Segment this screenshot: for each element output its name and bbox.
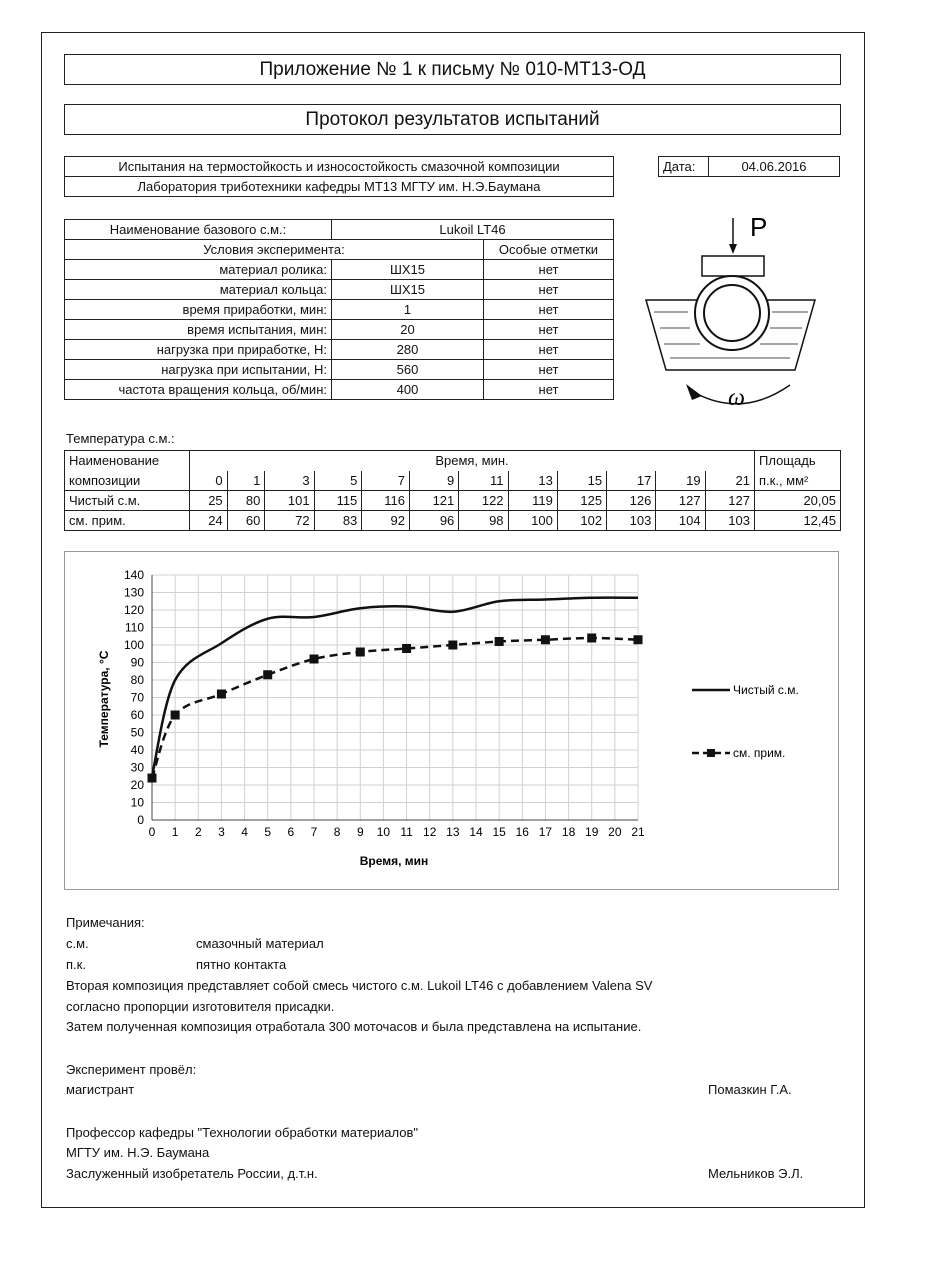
y-tick-label: 70 (130, 690, 144, 705)
x-tick-label: 16 (515, 825, 529, 839)
temperature-cell: 25 (190, 491, 228, 511)
y-tick-label: 60 (130, 708, 144, 722)
condition-label: материал ролика: (65, 260, 332, 280)
date-value: 04.06.2016 (709, 157, 840, 177)
x-tick-label: 8 (333, 825, 341, 839)
condition-value: 280 (332, 340, 484, 360)
temperature-cell: 100 (508, 511, 557, 531)
legend-marker-mix (707, 749, 715, 757)
x-tick-label: 17 (538, 825, 553, 839)
condition-value: 400 (332, 380, 484, 400)
condition-label: нагрузка при приработке, Н: (65, 340, 332, 360)
temperature-cell: 126 (607, 491, 656, 511)
base-value: Lukoil LT46 (332, 220, 614, 240)
temperature-cell: 122 (459, 491, 508, 511)
temperature-cell: 83 (314, 511, 362, 531)
y-tick-label: 40 (130, 743, 144, 757)
composition-name: Чистый с.м. (65, 491, 190, 511)
condition-note: нет (484, 340, 614, 360)
x-tick-label: 2 (194, 825, 202, 839)
series-marker-2 (495, 637, 504, 646)
laboratory-name: Лаборатория триботехники кафедры МТ13 МГТУ им. Н.Э.Баумана (65, 177, 614, 197)
time-cell: 11 (459, 471, 508, 491)
x-tick-label: 20 (608, 825, 622, 839)
x-tick-label: 12 (423, 825, 437, 839)
abbr-key: п.к. (66, 957, 86, 972)
y-tick-label: 100 (123, 638, 144, 652)
performer-role: магистрант (66, 1082, 135, 1097)
area-header-2: п.к., мм² (755, 471, 841, 491)
y-tick-label: 110 (124, 620, 144, 635)
time-cell: 5 (314, 471, 362, 491)
time-header: Время, мин. (190, 451, 755, 471)
abbr-key: с.м. (66, 936, 89, 951)
temperature-cell: 101 (265, 491, 314, 511)
x-tick-label: 3 (218, 825, 225, 839)
conditions-header: Условия эксперимента: (65, 240, 484, 260)
temperature-cell: 116 (362, 491, 410, 511)
condition-label: нагрузка при испытании, Н: (65, 360, 332, 380)
temperature-cell: 119 (508, 491, 557, 511)
professor-line: МГТУ им. Н.Э. Баумана (66, 1145, 210, 1160)
x-tick-label: 10 (376, 825, 391, 839)
load-arrow-head (729, 244, 737, 254)
y-axis-label: Температура, °С (97, 650, 111, 748)
y-tick-label: 10 (130, 795, 144, 810)
temperature-cell: 92 (362, 511, 410, 531)
condition-value: ШХ15 (332, 280, 484, 300)
time-cell: 9 (410, 471, 459, 491)
x-tick-label: 7 (310, 825, 318, 839)
base-label: Наименование базового с.м.: (65, 220, 332, 240)
time-cell: 19 (656, 471, 705, 491)
y-tick-label: 20 (130, 778, 144, 792)
area-cell: 20,05 (755, 491, 841, 511)
y-tick-label: 120 (123, 603, 144, 617)
time-cell: 7 (362, 471, 410, 491)
condition-note: нет (484, 380, 614, 400)
time-cell: 21 (705, 471, 754, 491)
series-marker-2 (587, 634, 596, 643)
x-tick-label: 9 (356, 825, 364, 839)
time-cell: 15 (557, 471, 606, 491)
series-marker-2 (217, 690, 226, 699)
ring-outer (695, 276, 769, 350)
series-marker-2 (448, 641, 457, 650)
abbr-value: смазочный материал (196, 936, 324, 951)
load-label: P (750, 212, 768, 242)
temperature-cell: 115 (314, 491, 362, 511)
x-tick-label: 1 (171, 825, 179, 839)
x-axis-label: Время, мин (359, 854, 429, 868)
rotation-arrow-head (686, 384, 702, 400)
area-cell: 12,45 (755, 511, 841, 531)
series-marker-2 (263, 670, 272, 679)
x-tick-label: 11 (400, 825, 413, 839)
x-tick-label: 21 (631, 825, 645, 839)
x-tick-label: 14 (469, 825, 483, 839)
conditions-table (64, 219, 614, 400)
omega-label: ω (728, 385, 745, 411)
abbr-value: пятно контакта (196, 957, 287, 972)
y-tick-label: 80 (130, 673, 144, 687)
temperature-cell: 125 (557, 491, 606, 511)
legend-label-mix: см. прим. (733, 746, 786, 760)
y-tick-label: 140 (123, 568, 144, 582)
temperature-cell: 103 (607, 511, 656, 531)
condition-value: 20 (332, 320, 484, 340)
performed-label: Эксперимент провёл: (66, 1062, 197, 1077)
time-cell: 3 (265, 471, 314, 491)
professor-name: Мельников Э.Л. (708, 1166, 804, 1181)
time-cell: 17 (607, 471, 656, 491)
name-header-1: Наименование (65, 451, 190, 471)
roller-block (702, 256, 764, 276)
series-marker-2 (541, 635, 550, 644)
temperature-cell: 102 (557, 511, 606, 531)
x-tick-label: 13 (446, 825, 460, 839)
appendix-title: Приложение № 1 к письму № 010-МТ13-ОД (64, 54, 841, 85)
condition-note: нет (484, 320, 614, 340)
series-marker-2 (148, 774, 157, 783)
time-cell: 0 (190, 471, 228, 491)
temperature-caption: Температура с.м.: (66, 431, 175, 446)
note-line: Вторая композиция представляет собой смесь чистого с.м. Lukoil LT46 с добавлением Valena SV (66, 978, 653, 993)
y-tick-label: 90 (130, 655, 144, 670)
condition-note: нет (484, 300, 614, 320)
temperature-cell: 103 (705, 511, 754, 531)
series-marker-2 (171, 711, 180, 720)
temperature-cell: 127 (656, 491, 705, 511)
x-tick-label: 19 (585, 825, 599, 839)
x-tick-label: 0 (148, 825, 156, 839)
professor-line: Профессор кафедры "Технологии обработки материалов" (66, 1125, 418, 1140)
temperature-cell: 80 (227, 491, 265, 511)
series-marker-2 (310, 655, 319, 664)
note-line: Затем полученная композиция отработала 300 моточасов и была представлена на испытание. (66, 1019, 642, 1034)
series-marker-2 (356, 648, 365, 657)
protocol-title: Протокол результатов испытаний (64, 104, 841, 135)
condition-note: нет (484, 260, 614, 280)
area-header-1: Площадь (755, 451, 841, 471)
temperature-cell: 60 (227, 511, 265, 531)
condition-label: частота вращения кольца, об/мин: (65, 380, 332, 400)
series-marker-2 (402, 644, 411, 653)
legend-label-clean: Чистый с.м. (733, 683, 799, 697)
condition-label: время приработки, мин: (65, 300, 332, 320)
y-tick-label: 130 (123, 585, 144, 600)
x-tick-label: 5 (264, 825, 272, 839)
test-rig-diagram (640, 200, 840, 420)
temperature-cell: 96 (410, 511, 459, 531)
condition-value: 560 (332, 360, 484, 380)
date-label: Дата: (659, 157, 709, 177)
temperature-cell: 24 (190, 511, 228, 531)
temperature-cell: 121 (410, 491, 459, 511)
temperature-cell: 104 (656, 511, 705, 531)
notes-heading: Примечания: (66, 915, 145, 930)
y-tick-label: 30 (130, 760, 144, 775)
x-tick-label: 6 (287, 825, 295, 839)
temperature-chart (64, 551, 839, 890)
time-cell: 13 (508, 471, 557, 491)
condition-value: ШХ15 (332, 260, 484, 280)
test-name: Испытания на термостойкость и износостойкость смазочной композиции (65, 157, 614, 177)
temperature-table (64, 450, 841, 531)
condition-label: время испытания, мин: (65, 320, 332, 340)
y-tick-label: 50 (130, 725, 144, 740)
x-tick-label: 18 (561, 825, 576, 839)
note-line: согласно пропорции изготовителя присадки. (66, 999, 335, 1014)
notes-header: Особые отметки (484, 240, 614, 260)
x-tick-label: 4 (241, 825, 248, 839)
temperature-cell: 72 (265, 511, 314, 531)
condition-value: 1 (332, 300, 484, 320)
y-tick-label: 0 (137, 813, 144, 827)
temperature-cell: 98 (459, 511, 508, 531)
temperature-cell: 127 (705, 491, 754, 511)
professor-line: Заслуженный изобретатель России, д.т.н. (66, 1166, 318, 1181)
series-marker-2 (634, 635, 643, 644)
condition-note: нет (484, 360, 614, 380)
condition-note: нет (484, 280, 614, 300)
time-cell: 1 (227, 471, 265, 491)
x-tick-label: 15 (492, 825, 506, 839)
info-table (64, 156, 614, 197)
performer-name: Помазкин Г.А. (708, 1082, 792, 1097)
condition-label: материал кольца: (65, 280, 332, 300)
date-table (658, 156, 840, 177)
composition-name: см. прим. (65, 511, 190, 531)
name-header-2: композиции (65, 471, 190, 491)
